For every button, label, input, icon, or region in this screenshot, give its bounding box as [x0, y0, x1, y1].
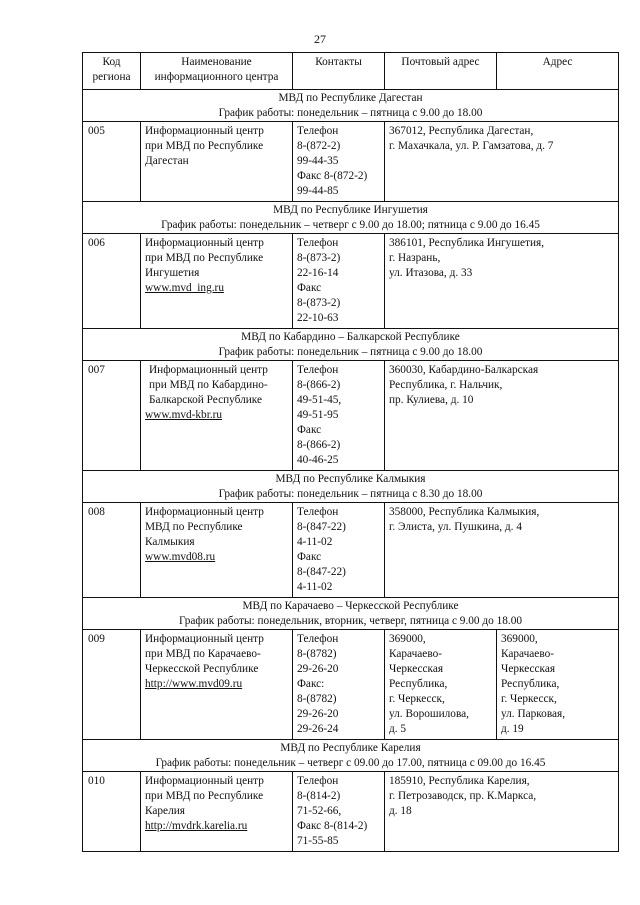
section-header — [83, 740, 619, 772]
region-code: 007 — [83, 361, 141, 471]
center-name: Информационный центр при МВД по Республике Карелия — [145, 775, 264, 817]
region-code: 009 — [83, 630, 141, 740]
section-header — [83, 90, 619, 122]
section-title: МВД по Республике Калмыкия — [275, 473, 426, 485]
section-title: МВД по Республике Карелия — [280, 742, 421, 754]
region-code: 008 — [83, 503, 141, 598]
postal-address: 358000, Республика Калмыкия, г. Элиста, ул. Пушкина, д. 4 — [385, 503, 619, 598]
section-title: МВД по Кабардино – Балкарской Республике — [241, 331, 460, 343]
section-header — [83, 598, 619, 630]
website-link[interactable]: http://mvdrk.karelia.ru — [145, 820, 248, 832]
postal-address: 185910, Республика Карелия, г. Петрозаводск, пр. К.Маркса, д. 18 — [385, 772, 619, 852]
contacts: Телефон 8-(847-22) 4-11-02 Факс 8-(847-22) 4-11-02 — [293, 503, 385, 598]
postal-address: 386101, Республика Ингушетия, г. Назрань, ул. Итазова, д. 33 — [385, 234, 619, 329]
section-schedule: График работы: понедельник – четверг с 09.00 до 17.00, пятница с 09.00 до 16.45 — [155, 757, 546, 769]
website-link[interactable]: http://www.mvd09.ru — [145, 678, 243, 690]
section-karelia — [83, 740, 619, 852]
section-header — [83, 202, 619, 234]
header-row — [83, 53, 619, 90]
section-title: МВД по Республике Дагестан — [278, 92, 423, 104]
header-code: Код региона — [83, 53, 141, 90]
header-postal-address: Почтовый адрес — [385, 53, 497, 90]
table-row — [83, 122, 619, 202]
page-number: 27 — [314, 32, 326, 46]
section-schedule: График работы: понедельник – четверг с 9.00 до 18.00; пятница с 9.00 до 16.45 — [161, 219, 540, 231]
website-link[interactable]: www.mvd08.ru — [145, 551, 216, 563]
table-row — [83, 630, 619, 740]
section-kabardino-balkaria — [83, 329, 619, 471]
table-row — [83, 772, 619, 852]
contacts: Телефон 8-(873-2) 22-16-14 Факс 8-(873-2) 22-10-63 — [293, 234, 385, 329]
section-title: МВД по Республике Ингушетия — [273, 204, 428, 216]
header-name: Наименование информационного центра — [141, 53, 293, 90]
section-title: МВД по Карачаево – Черкесской Республике — [242, 600, 459, 612]
region-code: 010 — [83, 772, 141, 852]
region-code: 005 — [83, 122, 141, 202]
website-link[interactable]: www.mvd_ing.ru — [145, 282, 224, 294]
region-code: 006 — [83, 234, 141, 329]
table-row — [83, 503, 619, 598]
physical-address: 369000, Карачаево- Черкесская Республика, г. Черкесск, ул. Парковая, д. 19 — [497, 630, 619, 740]
center-name: Информационный центр при МВД по Республике Ингушетия — [145, 237, 264, 279]
postal-address: 360030, Кабардино-Балкарская Республика, г. Нальчик, пр. Кулиева, д. 10 — [385, 361, 619, 471]
section-schedule: График работы: понедельник, вторник, четверг, пятница с 9.00 до 18.00 — [178, 615, 523, 627]
contacts: Телефон 8-(872-2) 99-44-35 Факс 8-(872-2) 99-44-85 — [293, 122, 385, 202]
table-row — [83, 234, 619, 329]
section-kalmykia — [83, 471, 619, 598]
contacts: Телефон 8-(866-2) 49-51-45, 49-51-95 Факс 8-(866-2) 40-46-25 — [293, 361, 385, 471]
contacts: Телефон 8-(8782) 29-26-20 Факс: 8-(8782) 29-26-20 29-26-24 — [293, 630, 385, 740]
header-contacts: Контакты — [293, 53, 385, 90]
section-dagestan — [83, 90, 619, 202]
center-name: Информационный центр при МВД по Республике Дагестан — [145, 125, 264, 167]
postal-address: 367012, Республика Дагестан, г. Махачкала, ул. Р. Гамзатова, д. 7 — [385, 122, 619, 202]
section-schedule: График работы: понедельник – пятница с 9.00 до 18.00 — [218, 107, 483, 119]
section-schedule: График работы: понедельник – пятница с 9.00 до 18.00 — [218, 346, 483, 358]
center-name: Информационный центр при МВД по Карачаево- Черкесской Республике — [145, 633, 264, 675]
section-header — [83, 329, 619, 361]
table-row — [83, 361, 619, 471]
information-centers-table — [82, 52, 619, 852]
center-name: Информационный центр при МВД по Кабардино- Балкарской Республике — [149, 364, 268, 406]
section-ingushetia — [83, 202, 619, 329]
section-header — [83, 471, 619, 503]
section-schedule: График работы: понедельник – пятница с 8.30 до 18.00 — [218, 488, 483, 500]
contacts: Телефон 8-(814-2) 71-52-66, Факс 8-(814-2) 71-55-85 — [293, 772, 385, 852]
website-link[interactable]: www.mvd-kbr.ru — [145, 409, 223, 421]
header-address: Адрес — [497, 53, 619, 90]
section-karachay-cherkessia — [83, 598, 619, 740]
postal-address: 369000, Карачаево- Черкесская Республика, г. Черкесск, ул. Ворошилова, д. 5 — [385, 630, 497, 740]
center-name: Информационный центр МВД по Республике Калмыкия — [145, 506, 264, 548]
